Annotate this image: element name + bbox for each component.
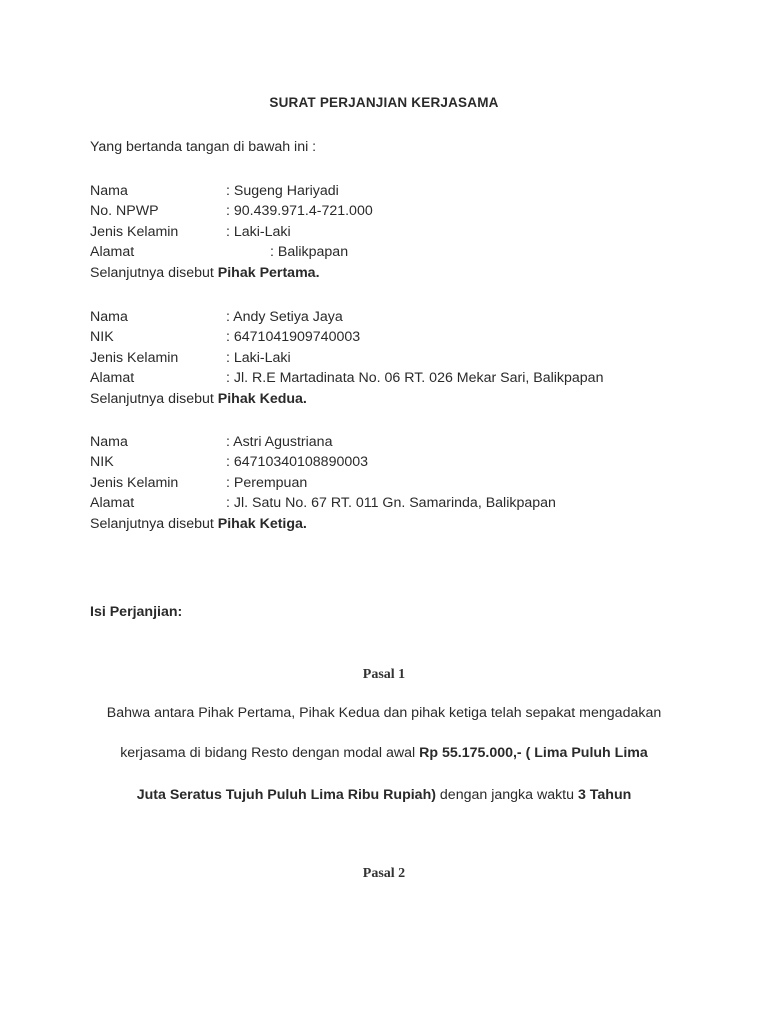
party-row-name xyxy=(90,432,710,452)
pasal-1-heading: Pasal 1 xyxy=(362,667,406,682)
field-value: : Sugeng Hariyadi xyxy=(226,183,339,199)
designation-prefix: Selanjutnya disebut xyxy=(90,264,218,281)
party-first xyxy=(90,181,710,283)
field-value: : Laki-Laki xyxy=(226,223,291,240)
field-label: Jenis Kelamin xyxy=(90,474,179,491)
party-designation xyxy=(90,263,710,283)
pasal-1-line-1: Bahwa antara Pihak Pertama, Pihak Kedua dan pihak ketiga telah sepakat mengadakan xyxy=(106,705,662,721)
field-value: : Laki-Laki xyxy=(226,349,291,366)
field-label: Alamat xyxy=(90,370,135,387)
designation-name: Pihak Pertama. xyxy=(217,264,320,281)
field-label: NIK xyxy=(90,329,114,346)
field-label: Alamat xyxy=(90,495,135,512)
field-value: : Balikpapan xyxy=(270,244,349,261)
pasal-1-line-2 xyxy=(0,745,768,761)
party-row-name xyxy=(90,181,710,201)
party-designation xyxy=(90,389,710,409)
pasal-1-line-3 xyxy=(0,787,768,803)
party-row-npwp xyxy=(90,201,710,221)
field-value: : 6471041909740003 xyxy=(226,329,361,346)
field-value: : 64710340108890003 xyxy=(226,454,369,471)
field-value: : Jl. Satu No. 67 RT. 011 Gn. Samarinda, Balikpapan xyxy=(226,495,556,512)
pasal-2-heading: Pasal 2 xyxy=(362,866,406,881)
party-row-address xyxy=(90,368,710,388)
isi-perjanjian-heading: Isi Perjanjian: xyxy=(90,604,183,620)
field-value: : 90.439.971.4-721.000 xyxy=(226,203,373,220)
party-row-address xyxy=(90,493,710,513)
field-label: Nama xyxy=(90,183,128,199)
designation-prefix: Selanjutnya disebut xyxy=(90,390,218,407)
party-row-nik xyxy=(90,327,710,347)
party-row-gender xyxy=(90,348,710,368)
party-row-gender xyxy=(90,222,710,242)
designation-prefix: Selanjutnya disebut xyxy=(90,515,218,532)
pasal-1-line-2-text: kerjasama di bidang Resto dengan modal awal xyxy=(120,745,420,761)
field-label: Jenis Kelamin xyxy=(90,349,179,366)
intro-text: Yang bertanda tangan di bawah ini : xyxy=(90,139,317,155)
field-label: Nama xyxy=(90,434,128,450)
designation-name: Pihak Kedua. xyxy=(217,390,307,407)
field-label: Nama xyxy=(90,309,128,325)
field-label: No. NPWP xyxy=(90,203,159,220)
designation-name: Pihak Ketiga. xyxy=(217,515,307,532)
pasal-1-line-3-bold2: 3 Tahun xyxy=(577,787,632,803)
field-label: Alamat xyxy=(90,244,135,261)
field-label: NIK xyxy=(90,454,114,471)
party-second xyxy=(90,307,710,409)
party-row-nik xyxy=(90,452,710,472)
pasal-1-line-2-bold: Rp 55.175.000,- ( Lima Puluh Lima xyxy=(419,745,648,761)
party-row-address xyxy=(90,242,710,262)
party-row-gender xyxy=(90,473,710,493)
document-title: SURAT PERJANJIAN KERJASAMA xyxy=(269,95,499,110)
field-value: : Andy Setiya Jaya xyxy=(226,309,343,325)
field-label: Jenis Kelamin xyxy=(90,223,179,240)
field-value: : Perempuan xyxy=(226,474,308,491)
party-row-name xyxy=(90,307,710,327)
pasal-1-line-3-text: dengan jangka waktu xyxy=(435,787,578,803)
field-value: : Jl. R.E Martadinata No. 06 RT. 026 Mekar Sari, Balikpapan xyxy=(226,370,604,387)
field-value: : Astri Agustriana xyxy=(226,434,333,450)
pasal-1-line-3-bold: Juta Seratus Tujuh Puluh Lima Ribu Rupiah) xyxy=(136,787,436,803)
party-designation xyxy=(90,514,710,534)
party-third xyxy=(90,432,710,534)
